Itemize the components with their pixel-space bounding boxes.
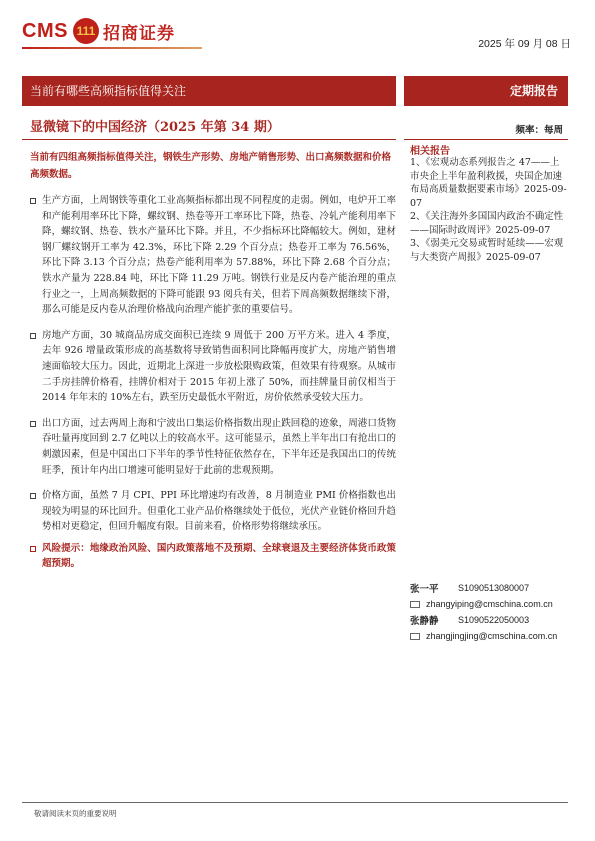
bullet-list [30, 193, 396, 572]
related-report-item[interactable]: 1、《宏观动态系列报告之 47——上市央企上半年盈利救援，央国企加速布局高质量数据要素市场》2025-09-07 [410, 157, 567, 209]
analyst-card [410, 612, 570, 644]
related-reports-list [410, 156, 568, 264]
analyst-email[interactable]: zhangjingjing@cmschina.com.cn [426, 631, 558, 641]
related-report-item[interactable]: 2、《关注海外多国国内政治不确定性——国际时政周评》2025-09-07 [410, 211, 564, 236]
analyst-id: S1090513080007 [458, 583, 530, 593]
bullet-risk-warning: 风险提示：地缘政治风险、国内政策落地不及预期、全球衰退及主要经济体货币政策超预期。 [30, 541, 396, 572]
report-type-banner: 定期报告 [404, 76, 568, 106]
analyst-card [410, 580, 570, 612]
brand-logo [22, 14, 175, 48]
bullet-prices: 价格方面，虽然 7 月 CPI、PPI 环比增速均有改善，8 月制造业 PMI 价格指数也出现较为明显的环比回升。但重化工业产品价格继续处于低位，光伏产业链价格回升趋势相对更稳定，但回升幅度有限。目前来看，价格形势将继续承压。 [30, 488, 396, 535]
sidebar-divider [404, 139, 568, 140]
footer-note: 敬请阅读末页的重要说明 [34, 809, 117, 818]
title-divider [22, 139, 396, 140]
bullet-square-icon [30, 421, 36, 427]
analyst-name: 张静静 [410, 616, 439, 627]
topic-banner: 当前有哪些高频指标值得关注 [22, 76, 396, 106]
email-icon [410, 633, 420, 640]
bullet-real-estate: 房地产方面，30 城商品房成交面积已连续 9 周低于 200 万平方米。进入 4 季度，去年 926 增量政策形成的高基数将导致销售面积同比降幅再度扩大，房地产销售增速面临较大压力。因此，近期北上深进一步放松限购政策，但效果有待观察。从城市二手房挂牌价格看，挂牌价相对于 2015 年初上涨了 50%，而挂牌量目前仅相当于 2014 年年末的 10%左右，跌至历史最低水平附近，房价依然承受较大压力。 [30, 328, 396, 406]
logo-cms-text: CMS [22, 19, 68, 42]
report-frequency: 频率：每周 [515, 125, 563, 136]
logo-badge-icon: 111 [73, 18, 99, 44]
analyst-id: S1090522050003 [458, 615, 530, 625]
logo-chinese-name: 招商证券 [102, 23, 175, 44]
related-report-item[interactable]: 3、《弱美元交易或暂时延续——宏观与大类资产周报》2025-09-07 [410, 238, 564, 263]
bullet-square-icon [30, 333, 36, 339]
analyst-name: 张一平 [410, 584, 439, 595]
analyst-email[interactable]: zhangyiping@cmschina.com.cn [426, 599, 553, 609]
bullet-exports: 出口方面，过去两周上海和宁波出口集运价格指数出现止跌回稳的迹象，周港口货物吞吐量再度回到 2.7 亿吨以上的较高水平。这可能显示，虽然上半年出口有抢出口的刺激因素，但是中国出口下半年的季节性特征依然存在，下半年还是我国出口的传统旺季，预计年内出口增速可能明显好于此前的悲观预期。 [30, 416, 396, 478]
bullet-square-icon [30, 493, 36, 499]
related-reports-heading: 相关报告 [410, 146, 450, 157]
bullet-square-icon [30, 198, 36, 204]
bullet-square-icon [30, 546, 36, 552]
footer-divider [22, 802, 568, 803]
bullet-production: 生产方面，上周钢铁等重化工业高频指标都出现不同程度的走弱。例如，电炉开工率和产能利用率环比下降，螺纹钢、热卷等开工率环比下降，热卷、冷轧产能利用率下降，螺纹钢、热卷、铁水产量环比下降。并且，不少指标环比降幅较大。例如，建材钢厂螺纹钢开工率为 42.3%，环比下降 2.29 个百分点；热卷开工率为 76.56%，环比下降 3.13 个百分点；热卷产能利用率为 57.88%，环比下降 2.68 个百分点；铁水产量为 228.84 吨，环比下降 11.29 万吨。钢铁行业是反内卷产能治理的重点行业之一，上周高频数据的下降可能跟 93 阅兵有关，但若下周高频数据继续下滑，那么可能是反内卷从治理价格战向治理产能扩张的重要信号。 [30, 193, 396, 318]
email-icon [410, 601, 420, 608]
report-date: 2025 年 09 月 08 日 [478, 38, 571, 50]
report-summary: 当前有四组高频指标值得关注，钢铁生产形势、房地产销售形势、出口高频数据和价格高频数据。 [30, 152, 392, 180]
logo-underline [22, 47, 202, 49]
report-title: 显微镜下的中国经济（2025 年第 34 期） [30, 120, 280, 135]
